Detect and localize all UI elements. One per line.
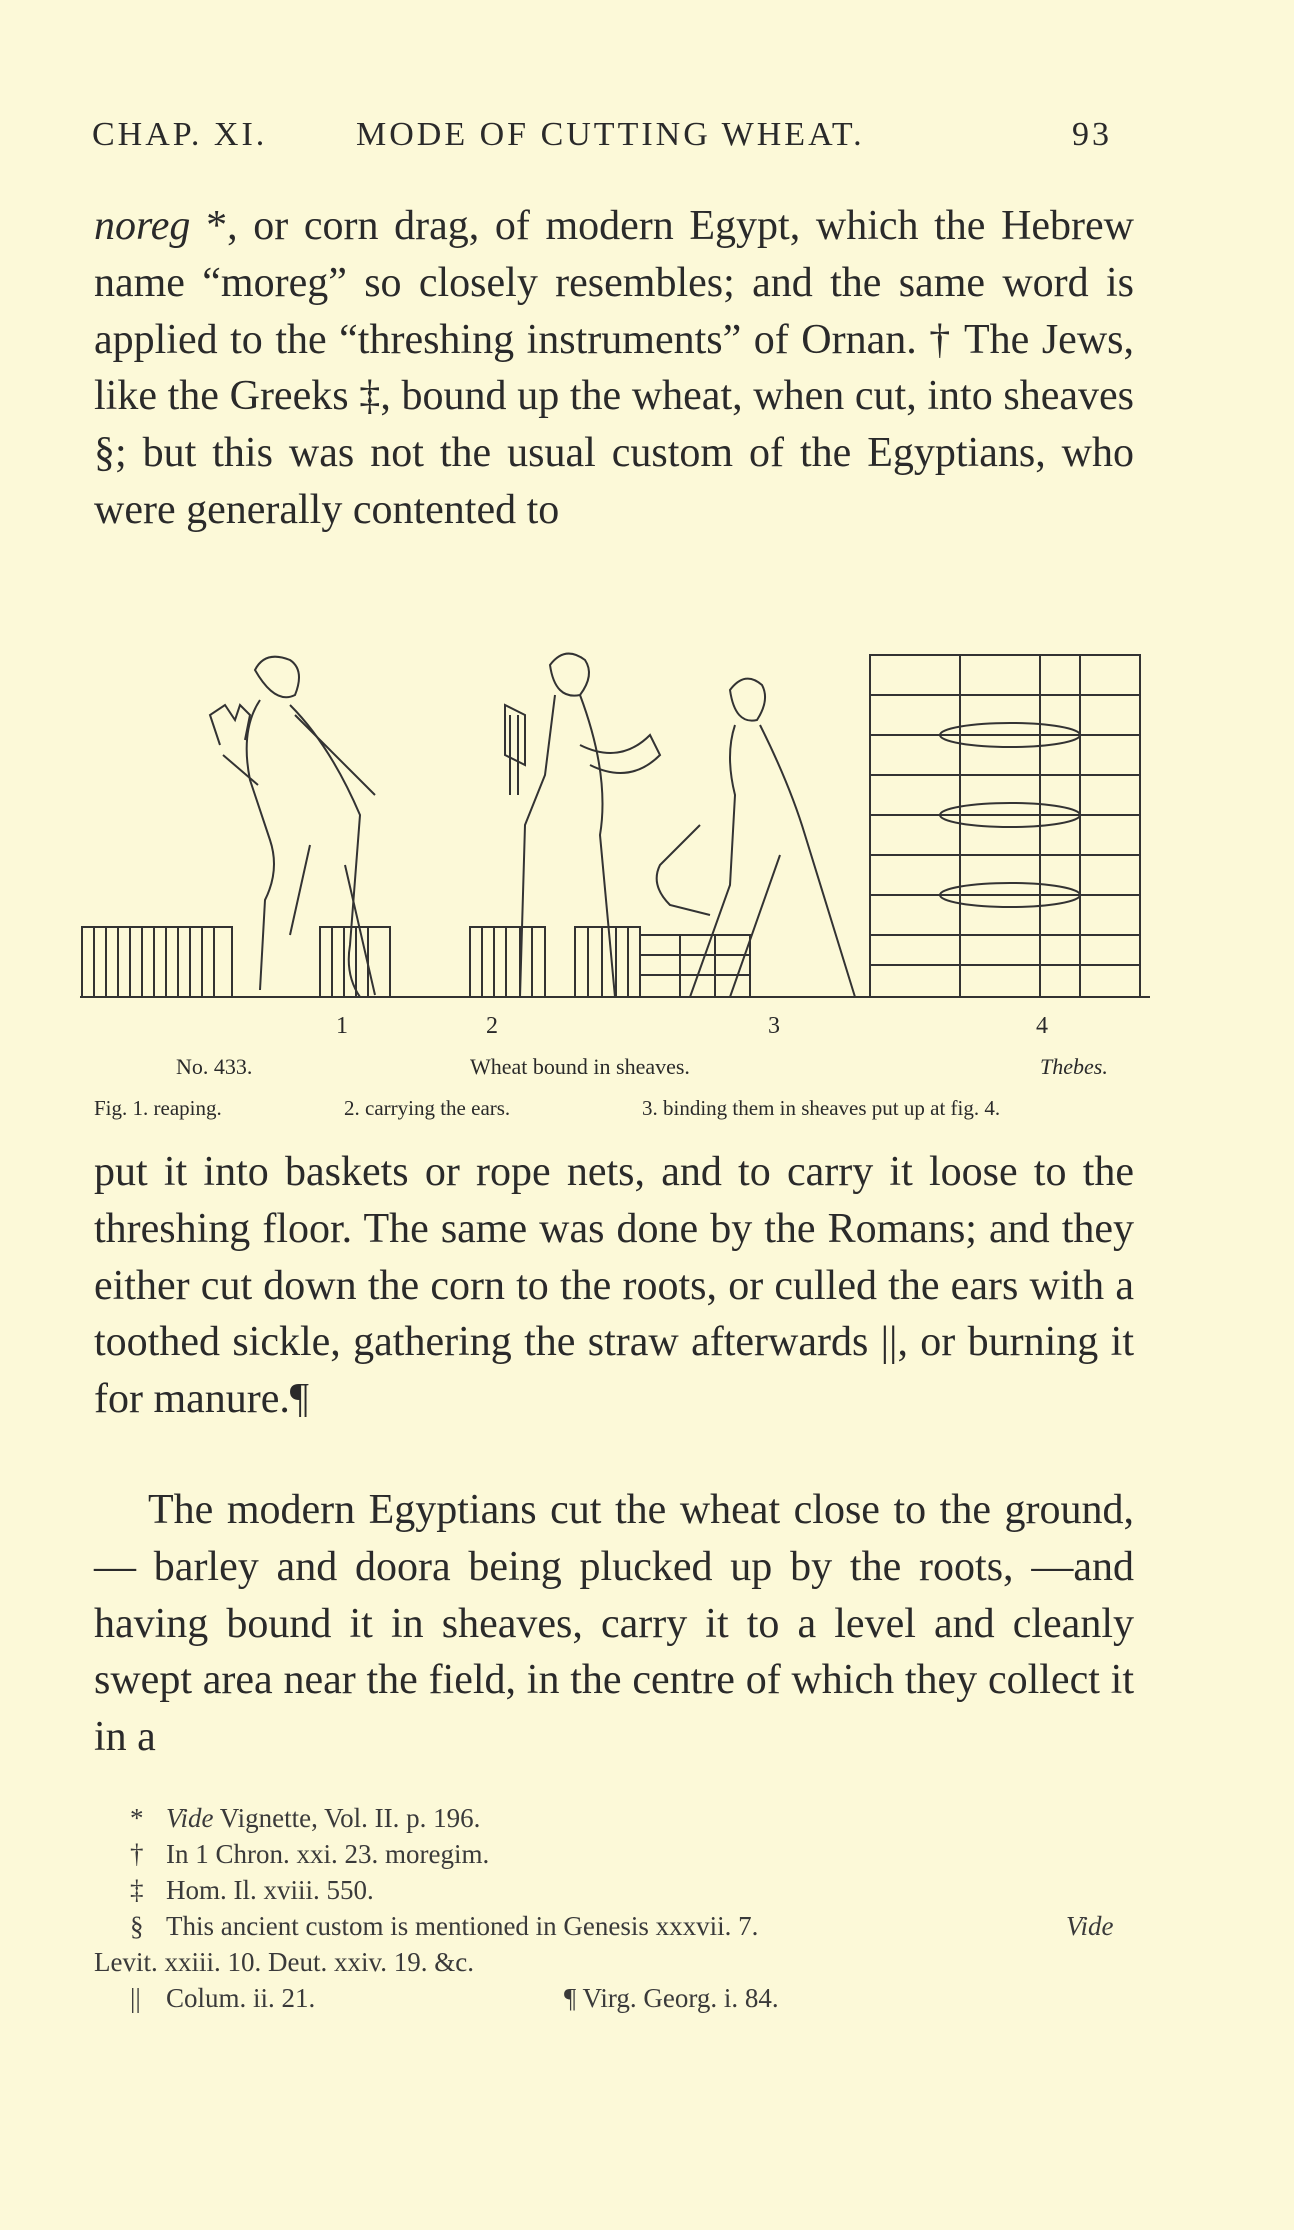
fig-number-3: 3 (768, 1013, 780, 1039)
subcaption-fig2: 2. carrying the ears. (344, 1096, 511, 1120)
fig-number-1: 1 (336, 1013, 348, 1039)
figure-caption (0, 1054, 1294, 1088)
figure-sheaf-stack (640, 655, 1140, 997)
footnote-3 (94, 1872, 1134, 1908)
footnote-mark: * (190, 203, 228, 249)
footnote-6 (564, 1980, 779, 2016)
footnote-5-text: Colum. ii. 21. (166, 1983, 316, 2013)
footnotes (94, 1800, 1134, 2016)
figure-title: Wheat bound in sheaves. (470, 1054, 690, 1079)
subcaption-fig1: Fig. 1. reaping. (94, 1096, 222, 1120)
subcaption-fig3: 3. binding them in sheaves put up at fig. 4. (642, 1096, 1001, 1120)
footnote-1-text: Vignette, Vol. II. p. 196. (213, 1803, 481, 1833)
footnote-4-text: This ancient custom is mentioned in Genesis xxxvii. 7. (166, 1911, 759, 1941)
page-title: MODE OF CUTTING WHEAT. (356, 116, 865, 153)
figure-numbers (0, 1013, 1294, 1043)
footnote-5-symbol: || (130, 1983, 141, 2013)
figure-subcaption (0, 1096, 1294, 1130)
footnote-4-symbol: § (130, 1911, 144, 1941)
running-header (92, 116, 1132, 166)
footnote-3-symbol: ‡ (130, 1875, 144, 1905)
paragraph-1-text: , or corn drag, of modern Egypt, which the Hebrew name “moreg” so closely resembles; and the same word is applied to the “threshing instruments” of Ornan. † The Jews, like the Greeks ‡, bound up the wheat, when cut, into sheaves §; but this was not the usual custom of the Egyptians, who were generally contented to (94, 203, 1135, 533)
figure-reaper (210, 657, 375, 997)
figure-place: Thebes. (1040, 1054, 1108, 1079)
footnote-6-symbol: ¶ (564, 1983, 577, 2013)
paragraph-3 (94, 1482, 1134, 1766)
footnote-1 (94, 1800, 1134, 1836)
figure-carrier (505, 654, 660, 997)
paragraph-2 (94, 1144, 1134, 1428)
chapter-label: CHAP. XI. (92, 116, 268, 153)
footnote-2-symbol: † (130, 1839, 144, 1869)
footnote-6-text: Virg. Georg. i. 84. (582, 1983, 779, 2013)
footnote-3-text: Hom. Il. xviii. 550. (166, 1875, 374, 1905)
footnote-1-symbol: * (130, 1803, 144, 1833)
footnote-4-vide: Vide (1066, 1911, 1114, 1941)
fig-number-2: 2 (486, 1013, 498, 1039)
footnote-4 (94, 1908, 1134, 1944)
paragraph-2-text: put it into baskets or rope nets, and to carry it loose to the threshing floor. The same was done by the Romans; and they either cut down the corn to the roots, or culled the ears with a toothed sickle, gathering the straw afterwards ||, or burning it for manure.¶ (94, 1149, 1134, 1423)
paragraph-1 (94, 198, 1134, 539)
footnote-1-vide: Vide (166, 1803, 214, 1833)
footnote-2-text: In 1 Chron. xxi. 23. moregim. (166, 1839, 490, 1869)
fig-number-4: 4 (1036, 1013, 1048, 1039)
figure-binder (657, 679, 855, 997)
figure-number: No. 433. (176, 1054, 253, 1079)
paragraph-3-text: The modern Egyptians cut the wheat close to the ground, — barley and doora being plucked up by the roots, —and having bound it in sheaves, carry it to a level and cleanly swept area near the field, in the centre of which they collect it in a (94, 1487, 1134, 1761)
footnote-2 (94, 1836, 1134, 1872)
figure-wheat-sheaves (80, 635, 1150, 1015)
footnote-4-continuation: Levit. xxiii. 10. Deut. xxiv. 19. &c. (94, 1947, 474, 1977)
noreg-word: noreg (94, 203, 191, 249)
page-number: 93 (1072, 116, 1112, 153)
footnote-5-6 (94, 1980, 1134, 2016)
